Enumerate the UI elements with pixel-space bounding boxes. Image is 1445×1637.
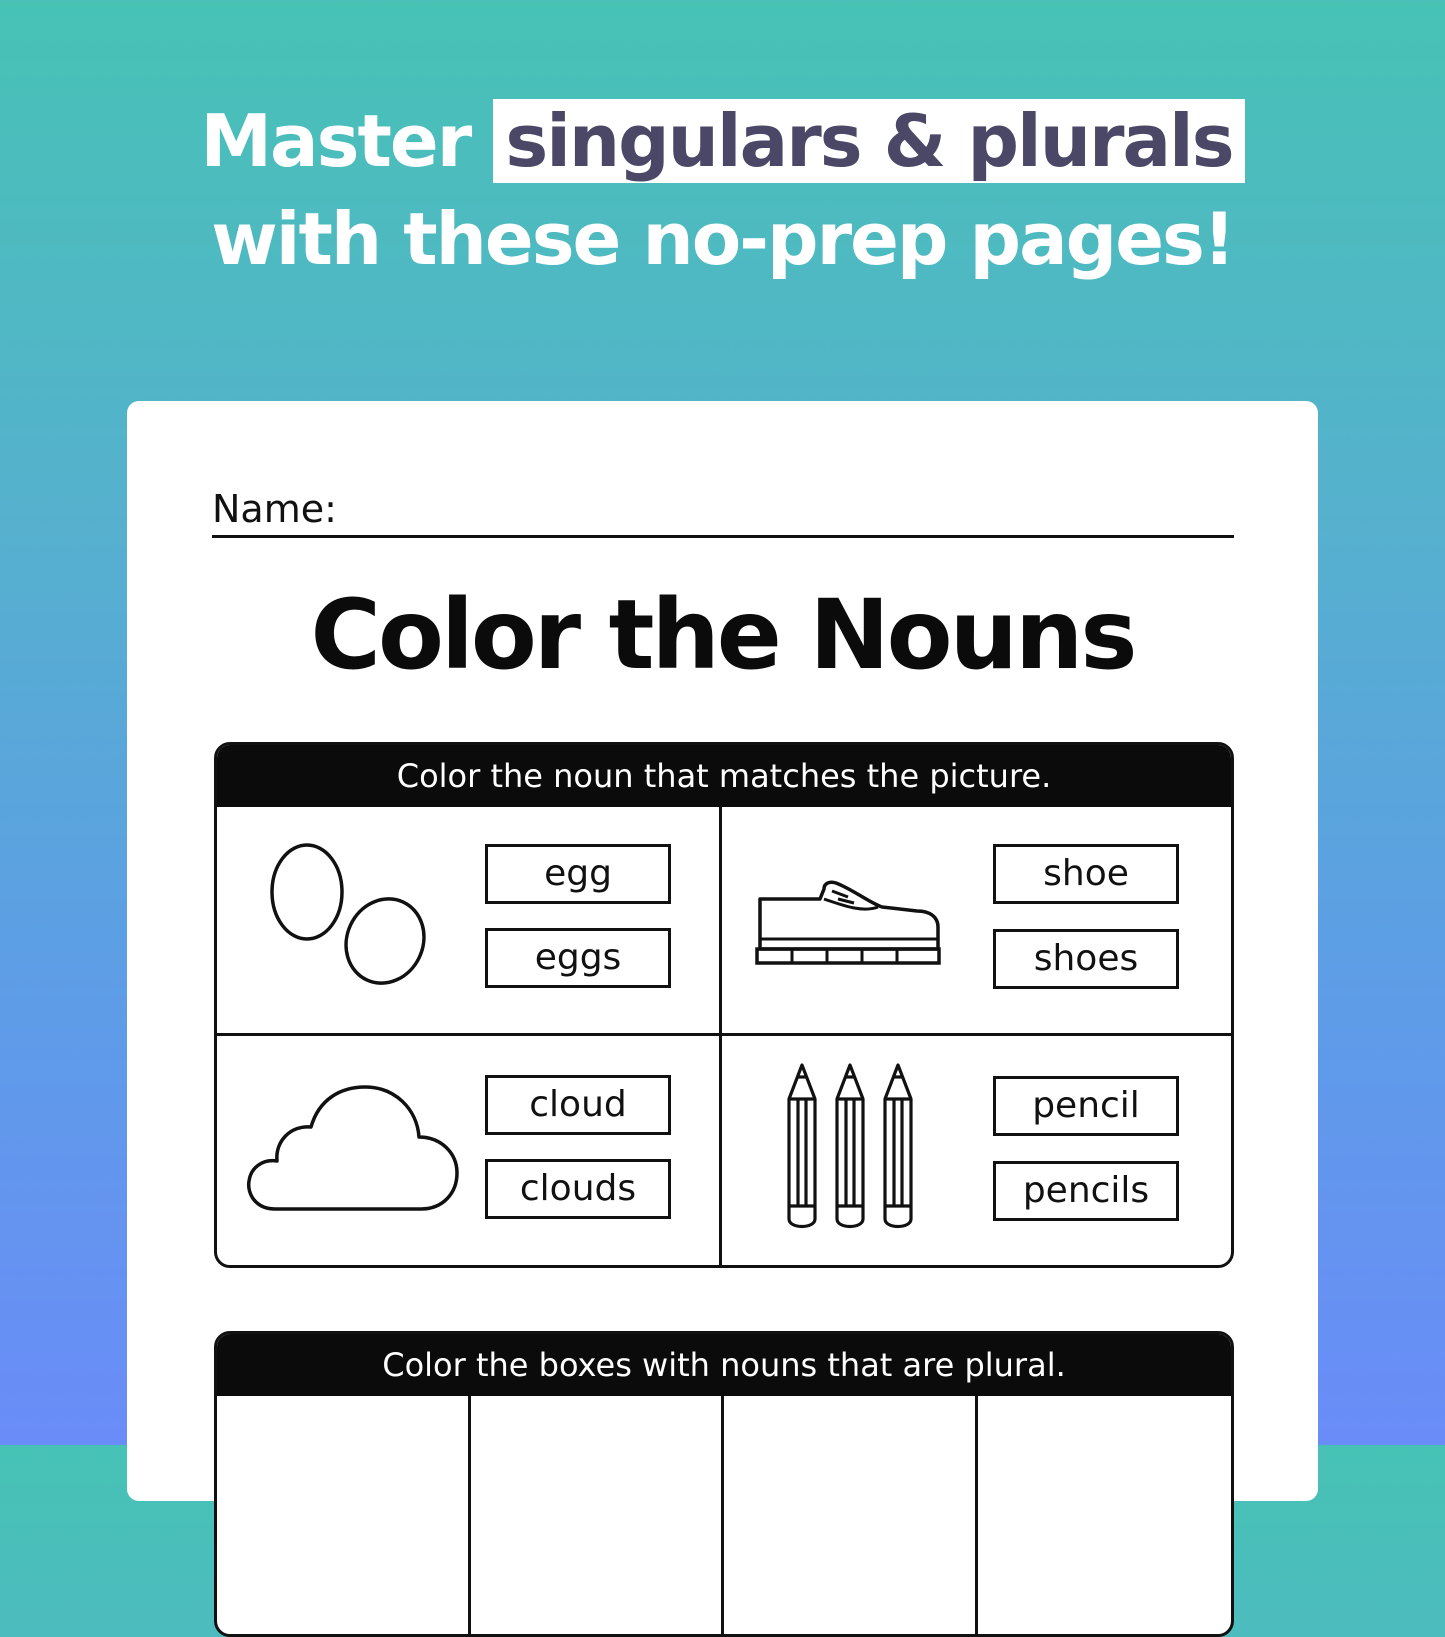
plural-section bbox=[214, 1331, 1234, 1637]
headline-line-1 bbox=[0, 92, 1445, 190]
worksheet-page bbox=[127, 401, 1318, 1501]
matching-cell-shoe bbox=[722, 807, 1226, 1033]
headline bbox=[0, 92, 1445, 288]
name-label: Name: bbox=[212, 487, 337, 531]
headline-highlight: singulars & plurals bbox=[493, 99, 1244, 183]
matching-cell-pencils bbox=[722, 1036, 1226, 1262]
option-pencil[interactable]: pencil bbox=[993, 1076, 1179, 1136]
matching-cell-eggs bbox=[217, 807, 721, 1033]
headline-prefix: Master bbox=[200, 99, 471, 183]
option-clouds[interactable]: clouds bbox=[485, 1159, 671, 1219]
plural-grid-divider bbox=[721, 1396, 724, 1634]
plural-instruction: Color the boxes with nouns that are plural. bbox=[217, 1334, 1231, 1396]
worksheet-title: Color the Nouns bbox=[310, 579, 1135, 691]
matching-cell-cloud bbox=[217, 1036, 721, 1262]
option-cloud[interactable]: cloud bbox=[485, 1075, 671, 1135]
option-shoe[interactable]: shoe bbox=[993, 844, 1179, 904]
plural-grid-divider bbox=[975, 1396, 978, 1634]
name-line[interactable] bbox=[212, 483, 1234, 538]
matching-instruction: Color the noun that matches the picture. bbox=[217, 745, 1231, 807]
matching-grid bbox=[217, 807, 1231, 1265]
matching-section bbox=[214, 742, 1234, 1268]
eggs-icon bbox=[267, 837, 437, 987]
plural-grid-divider bbox=[468, 1396, 471, 1634]
pencils-icon bbox=[784, 1061, 919, 1236]
option-eggs[interactable]: eggs bbox=[485, 928, 671, 988]
option-pencils[interactable]: pencils bbox=[993, 1161, 1179, 1221]
headline-line-2: with these no-prep pages! bbox=[211, 197, 1234, 281]
option-shoes[interactable]: shoes bbox=[993, 929, 1179, 989]
cloud-icon bbox=[245, 1081, 460, 1216]
plural-grid bbox=[217, 1396, 1231, 1634]
option-egg[interactable]: egg bbox=[485, 844, 671, 904]
shoe-icon bbox=[752, 877, 947, 967]
